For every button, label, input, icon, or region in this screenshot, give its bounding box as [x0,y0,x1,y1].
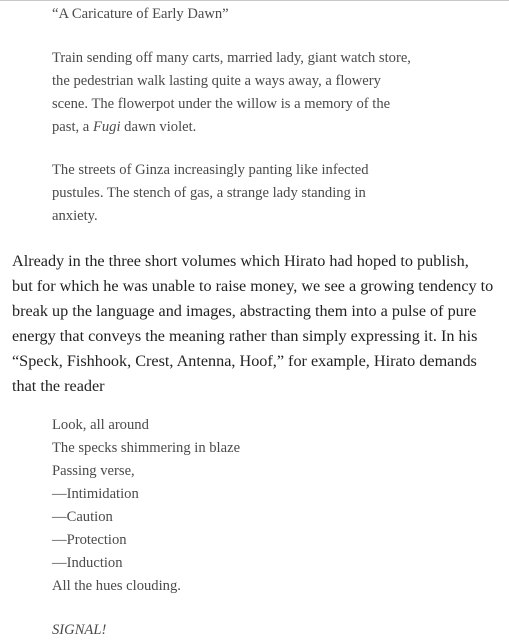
verse-line: Train sending off many carts, married lady, giant watch store, [52,50,411,66]
verse-line: All the hues clouding. [52,578,181,594]
verse-text: dawn violet. [120,119,197,135]
top-divider [0,0,509,1]
verse-line: the pedestrian walk lasting quite a ways away, a flowery [52,73,381,89]
signal-text: SIGNAL! [52,622,107,638]
emphasized-word: Fugi [92,119,121,135]
verse-line: pustules. The stench of gas, a strange lady standing in [52,185,366,201]
verse-line: anxiety. [52,208,98,224]
paragraph-line: Already in the three short volumes which Hirato had hoped to publish, [12,252,469,270]
body-paragraph [12,249,507,399]
paragraph-line: break up the language and images, abstracting them into a pulse of pure [12,302,477,320]
signal-line [52,619,492,642]
verse-line: —Protection [52,532,127,548]
verse-text: past, a [52,119,93,135]
paragraph-line: that the reader [12,377,105,395]
verse-line: The specks shimmering in blaze [52,440,241,456]
blockquote-caricature [52,3,492,26]
blockquote-stanza-2 [52,159,492,228]
verse-line: scene. The flowerpot under the willow is a memory of the [52,96,391,112]
poem-title: “A Caricature of Early Dawn” [52,6,229,22]
verse-line [52,116,492,139]
verse-line: The streets of Ginza increasingly panting like infected [52,162,369,178]
blockquote-speck-poem [52,414,492,598]
paragraph-line: “Speck, Fishhook, Crest, Antenna, Hoof,” for example, Hirato demands [12,352,477,370]
blockquote-signal [52,619,492,642]
verse-line: —Caution [52,509,113,525]
verse-line: Look, all around [52,417,149,433]
verse-line: Passing verse, [52,463,135,479]
verse-line: —Induction [52,555,123,571]
paragraph-line: but for which he was unable to raise money, we see a growing tendency to [12,277,494,295]
verse-line: —Intimidation [52,486,139,502]
blockquote-stanza-1 [52,47,492,139]
paragraph-line: energy that conveys the meaning rather than simply expressing it. In his [12,327,478,345]
